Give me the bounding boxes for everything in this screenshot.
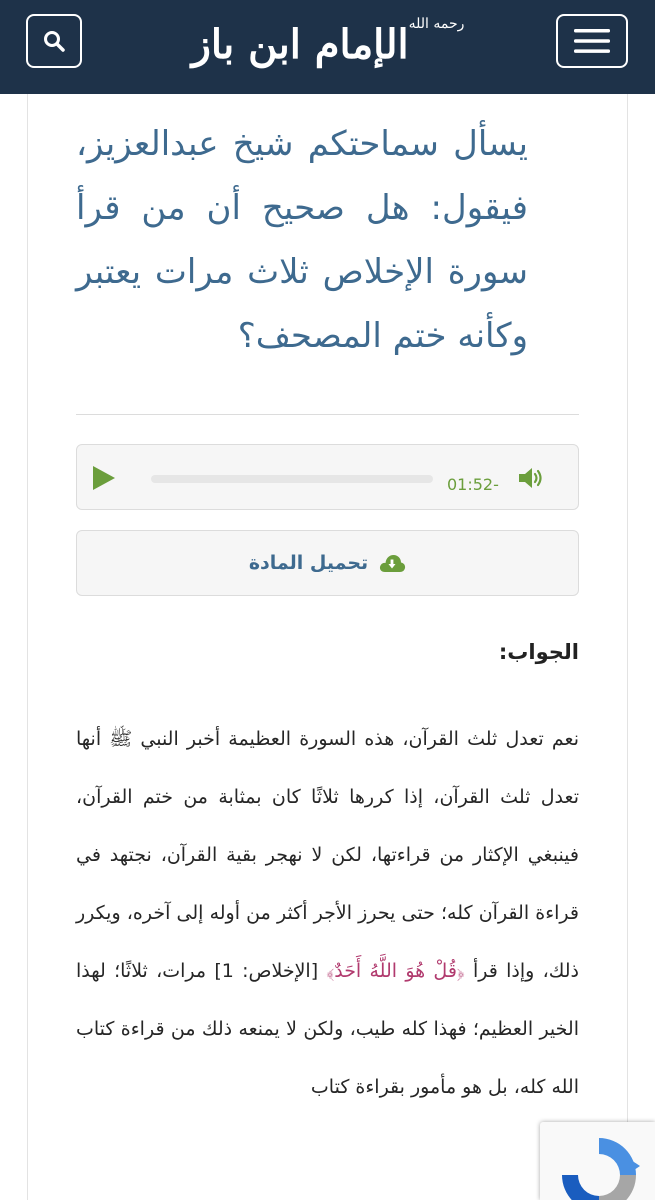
search-button[interactable] bbox=[26, 14, 82, 68]
site-header bbox=[0, 0, 655, 94]
answer-text-part1: نعم تعدل ثلث القرآن، هذه السورة العظيمة أخبر النبي ﷺ أنها تعدل ثلث القرآن، إذا كررها ثلاثًا كان بمثابة من ختم القرآن، فينبغي الإكثار من قراءتها، لكن لا نهجر بقية القرآن، نجتهد في قراءة القرآن كله؛ حتى يحرز الأجر أكثر من أوله إلى آخره، ويكرر ذلك، وإذا قرأ bbox=[76, 728, 579, 982]
hamburger-menu-icon bbox=[572, 27, 612, 55]
download-label: تحميل المادة bbox=[248, 552, 369, 574]
content-border-right bbox=[627, 94, 628, 1200]
audio-player bbox=[76, 444, 579, 510]
answer-text-part2: [الإخلاص: 1] مرات، ثلاثًا؛ لهذا الخير العظيم؛ فهذا كله طيب، ولكن لا يمنعه ذلك من قراءة كتاب الله كله، بل هو مأمور بقراءة كتاب bbox=[76, 960, 579, 1098]
divider bbox=[76, 414, 579, 415]
time-remaining: 01:52- bbox=[447, 475, 499, 494]
logo-text: الإمام ابن باز bbox=[191, 20, 409, 68]
site-logo[interactable] bbox=[191, 8, 465, 80]
recaptcha-badge[interactable] bbox=[540, 1122, 655, 1200]
menu-button[interactable] bbox=[556, 14, 628, 68]
play-icon[interactable] bbox=[91, 465, 117, 491]
quran-quote: ﴿قُلْ هُوَ اللَّهُ أَحَدٌ﴾ bbox=[326, 960, 465, 982]
download-material-button[interactable] bbox=[76, 530, 579, 596]
search-icon bbox=[42, 29, 66, 53]
content-border-left bbox=[27, 94, 28, 1200]
answer-text bbox=[76, 710, 579, 1116]
recaptcha-icon bbox=[554, 1130, 644, 1200]
question-title: يسأل سماحتكم شيخ عبدالعزيز، فيقول: هل صحيح أن من قرأ سورة الإخلاص ثلاث مرات يعتبر وكأنه ختم المصحف؟ bbox=[76, 124, 528, 356]
audio-progress-bar[interactable] bbox=[151, 475, 433, 483]
cloud-download-icon bbox=[378, 552, 406, 574]
answer-heading: الجواب: bbox=[498, 640, 579, 664]
volume-icon[interactable] bbox=[517, 466, 545, 490]
logo-honorific: رحمه الله bbox=[408, 16, 465, 32]
